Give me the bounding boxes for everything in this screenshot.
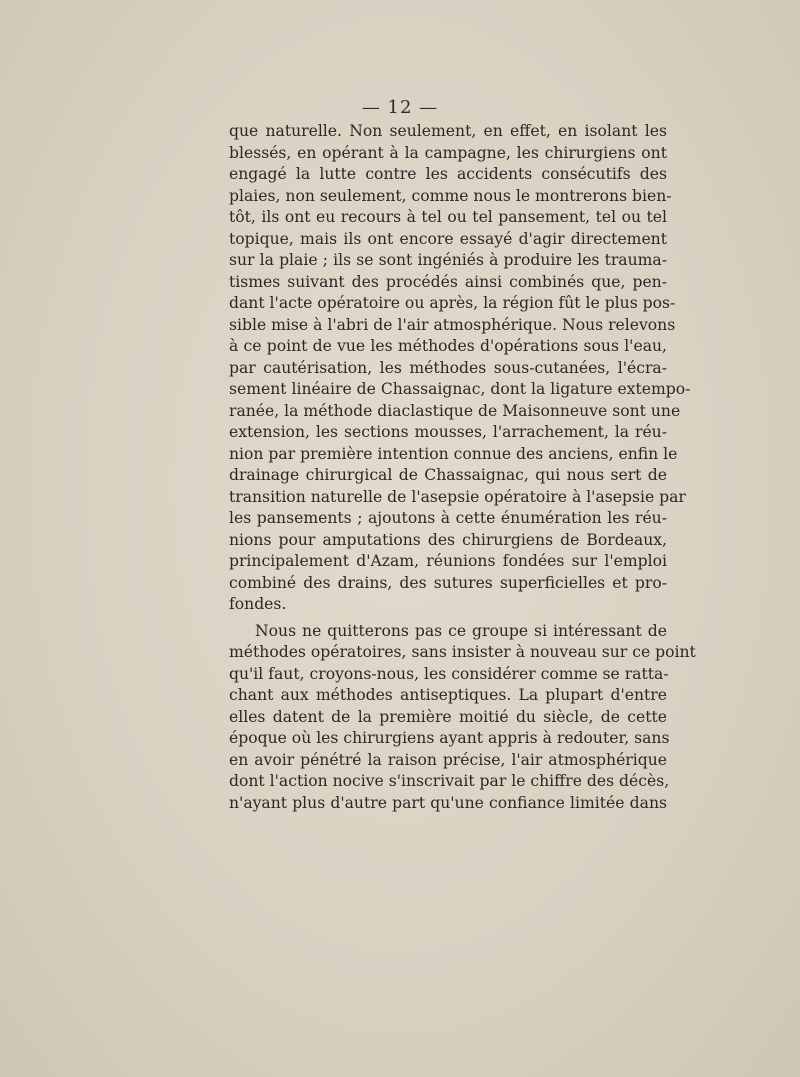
- text-line: nions pour amputations des chirurgiens de Bordeaux,: [229, 530, 667, 549]
- text-line: n'ayant plus d'autre part qu'une confiance limitée dans: [229, 793, 667, 812]
- text-line: blessés, en opérant à la campagne, les chirurgiens ont: [229, 143, 667, 162]
- page-number: — 12 —: [361, 97, 439, 118]
- text-line: en avoir pénétré la raison précise, l'air atmosphérique: [229, 750, 667, 769]
- text-line: chant aux méthodes antiseptiques. La plupart d'entre: [229, 686, 667, 704]
- text-line: que naturelle. Non seulement, en effet, en isolant les: [229, 122, 667, 140]
- text-line: nion par première intention connue des anciens, enfin le: [229, 444, 678, 463]
- text-line: dont l'action nocive s'inscrivait par le chiffre des décès,: [229, 772, 670, 790]
- text-line: méthodes opératoires, sans insister à nouveau sur ce point: [229, 643, 696, 661]
- text-line: topique, mais ils ont encore essayé d'agir directement: [229, 229, 667, 248]
- text-line: combiné des drains, des sutures superficielles et pro-: [229, 573, 667, 592]
- text-line: principalement d'Azam, réunions fondées sur l'emploi: [229, 552, 667, 570]
- text-line: ranée, la méthode diaclastique de Maisonneuve sont une: [229, 401, 681, 420]
- paragraph-1: [229, 121, 691, 616]
- text-line: tismes suivant des procédés ainsi combinés que, pen-: [229, 272, 667, 291]
- text-line: fondes.: [229, 595, 287, 613]
- body-text: [229, 121, 696, 814]
- text-line: qu'il faut, croyons-nous, les considérer comme se ratta-: [229, 664, 669, 683]
- text-line: à ce point de vue les méthodes d'opérations sous l'eau,: [229, 337, 667, 355]
- text-line: drainage chirurgical de Chassaignac, qui nous sert de: [229, 466, 667, 484]
- text-line: sible mise à l'abri de l'air atmosphérique. Nous relevons: [229, 315, 676, 334]
- text-line: par cautérisation, les méthodes sous-cutanées, l'écra-: [229, 358, 667, 377]
- text-line: époque où les chirurgiens ayant appris à redouter, sans: [229, 729, 670, 747]
- text-line: tôt, ils ont eu recours à tel ou tel pansement, tel ou tel: [229, 208, 667, 226]
- text-line: transition naturelle de l'asepsie opératoire à l'asepsie par: [229, 487, 686, 506]
- text-line: plaies, non seulement, comme nous le montrerons bien-: [229, 186, 672, 205]
- text-line: sement linéaire de Chassaignac, dont la ligature extempo-: [229, 380, 691, 398]
- text-line: Nous ne quitterons pas ce groupe si intéressant de: [255, 621, 667, 640]
- text-line: sur la plaie ; ils se sont ingéniés à produire les trauma-: [229, 251, 667, 269]
- text-line: engagé la lutte contre les accidents consécutifs des: [229, 165, 667, 183]
- text-line: dant l'acte opératoire ou après, la région fût le plus pos-: [229, 294, 676, 312]
- text-line: elles datent de la première moitié du siècle, de cette: [229, 707, 667, 726]
- paragraph-2: [229, 621, 696, 815]
- text-line: les pansements ; ajoutons à cette énumération les réu-: [229, 509, 667, 527]
- text-line: extension, les sections mousses, l'arrachement, la réu-: [229, 423, 667, 441]
